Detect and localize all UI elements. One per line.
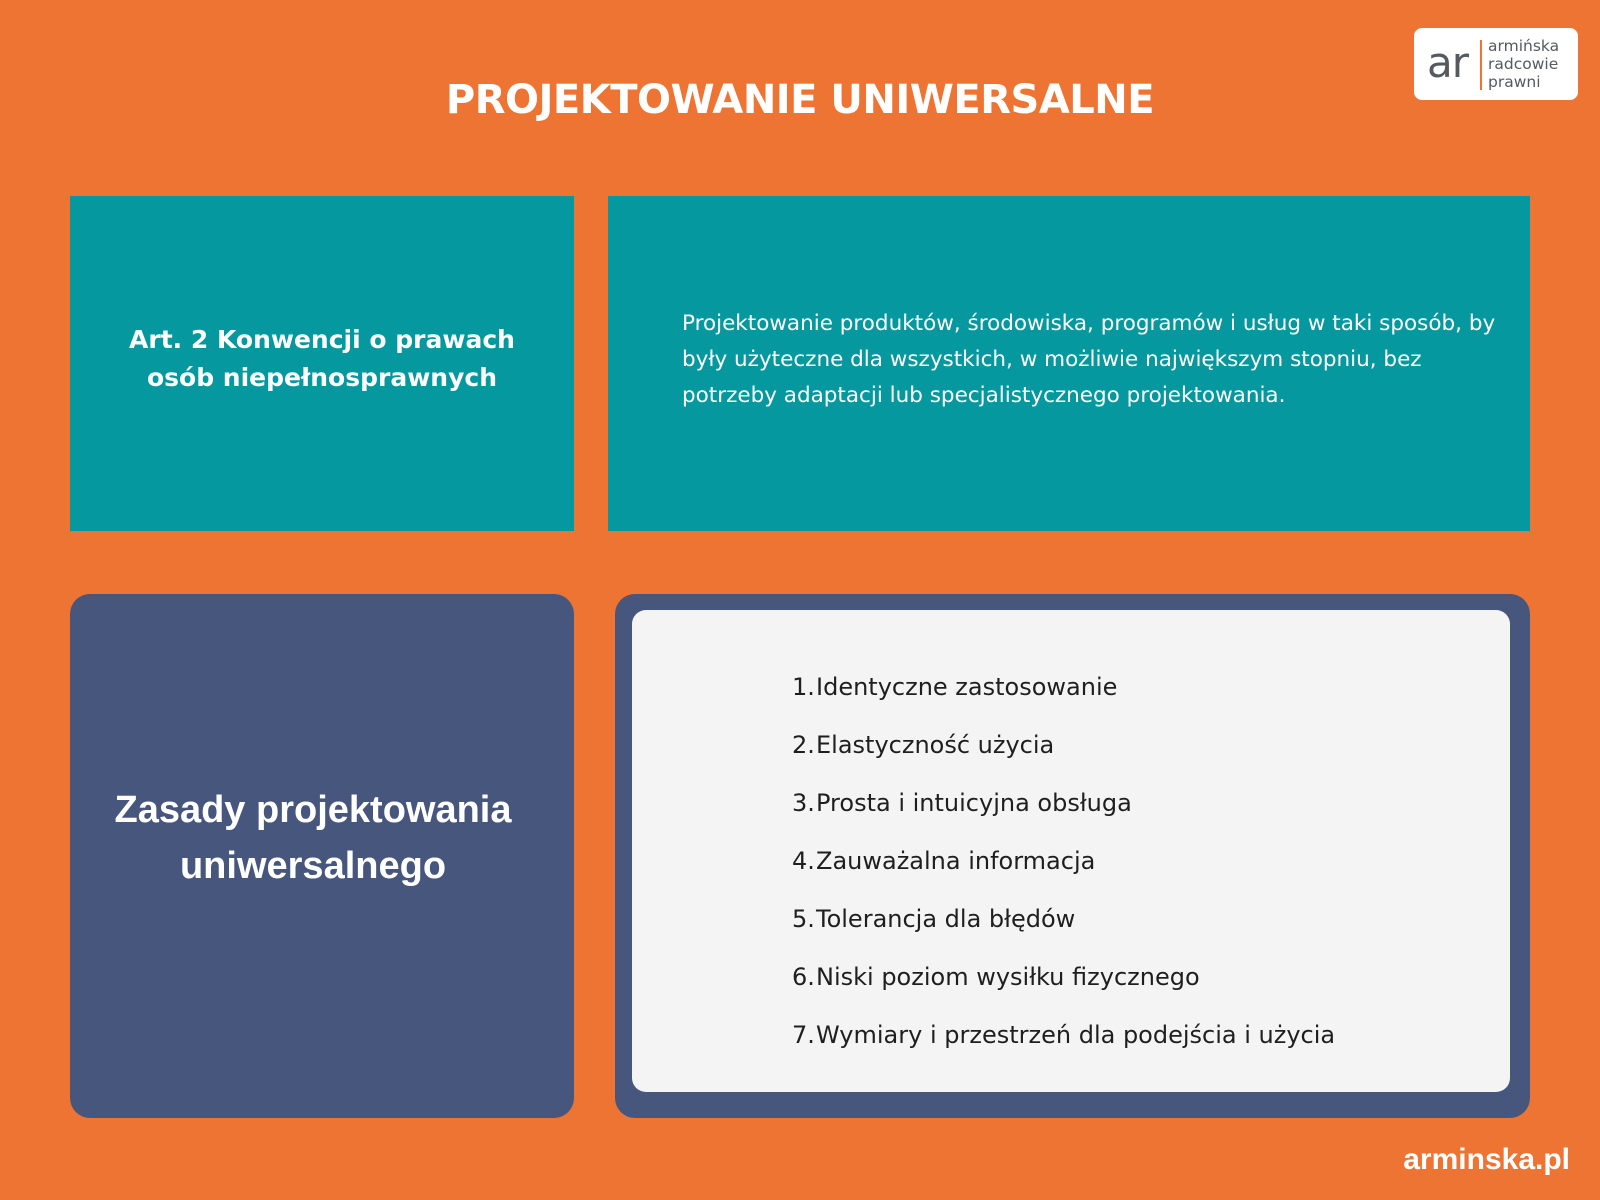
logo-line-3: prawni [1488, 73, 1541, 91]
logo-divider [1480, 40, 1482, 90]
list-item-number: 7. [792, 1021, 815, 1049]
list-item-label: Elastyczność użycia [816, 731, 1055, 759]
footer-domain-link[interactable]: arminska.pl [1403, 1143, 1570, 1176]
list-item-number: 6. [792, 963, 815, 991]
principles-card [615, 594, 1530, 1118]
list-item [792, 774, 1335, 832]
page-title: PROJEKTOWANIE UNIWERSALNE [445, 77, 1155, 123]
principles-heading: Zasady projektowania uniwersalnego [114, 789, 512, 887]
company-logo[interactable] [1414, 28, 1578, 100]
principles-heading-card [70, 594, 574, 1118]
list-item-number: 3. [792, 789, 815, 817]
list-item [792, 716, 1335, 774]
list-item-label: Wymiary i przestrzeń dla podejścia i użycia [816, 1021, 1336, 1049]
list-item-number: 1. [792, 673, 815, 701]
logo-line-2: radcowie [1488, 55, 1559, 73]
list-item [792, 890, 1335, 948]
principles-panel [632, 610, 1510, 1092]
definition-source-heading: Art. 2 Konwencji o prawach osób niepełnosprawnych [129, 324, 515, 392]
definition-text: Projektowanie produktów, środowiska, programów i usług w taki sposób, by były użyteczne dla wszystkich, w możliwie największym stopniu, bez potrzeby adaptacji lub specjalistycznego projektowania. [682, 311, 1496, 408]
list-item-label: Tolerancja dla błędów [816, 905, 1076, 933]
list-item [792, 1006, 1335, 1064]
list-item-number: 2. [792, 731, 815, 759]
list-item-label: Niski poziom wysiłku fizycznego [816, 963, 1200, 991]
list-item-number: 5. [792, 905, 815, 933]
principles-list [792, 658, 1335, 1064]
list-item [792, 658, 1335, 716]
list-item-label: Identyczne zastosowanie [816, 673, 1118, 701]
list-item [792, 948, 1335, 1006]
logo-text [1488, 37, 1559, 91]
definition-source-card [70, 196, 574, 531]
list-item-label: Prosta i intuicyjna obsługa [816, 789, 1132, 817]
list-item [792, 832, 1335, 890]
list-item-number: 4. [792, 847, 815, 875]
definition-card [608, 196, 1530, 531]
logo-mark: ar [1427, 38, 1469, 87]
logo-line-1: armińska [1488, 37, 1560, 55]
list-item-label: Zauważalna informacja [816, 847, 1096, 875]
